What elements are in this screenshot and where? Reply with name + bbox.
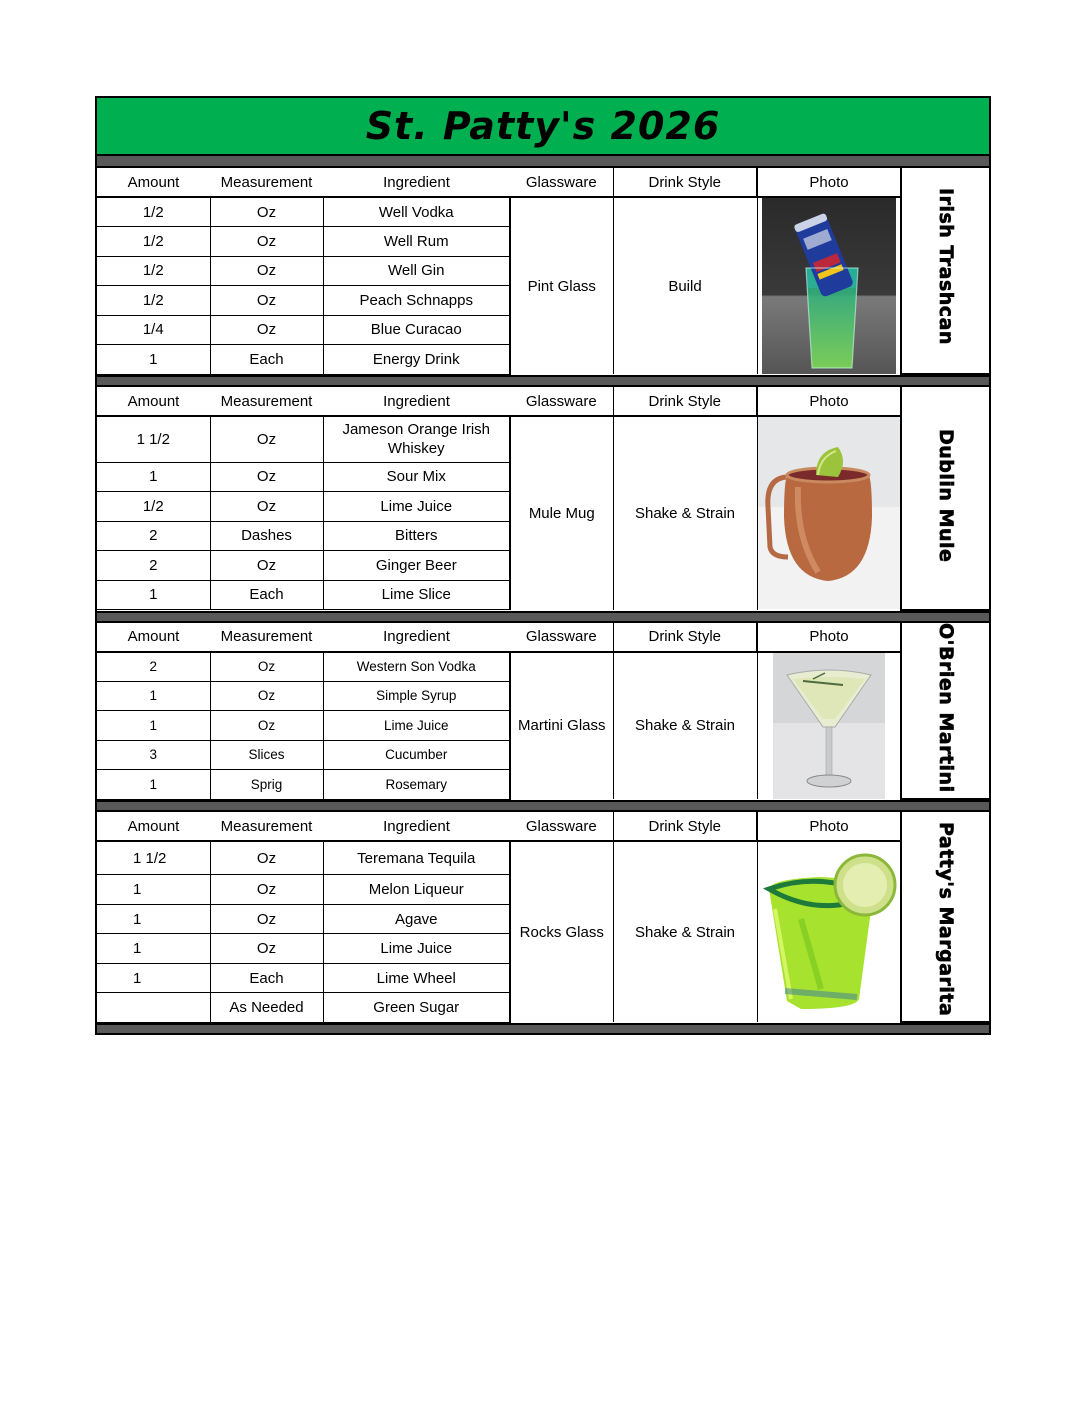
section-divider — [97, 156, 989, 168]
ingredient-cell: Lime Juice — [323, 711, 510, 741]
measurement-cell: Oz — [210, 551, 323, 581]
title-band — [97, 96, 989, 156]
recipe-table-irish-trashcan — [97, 168, 989, 375]
ingredient-header: Ingredient — [323, 168, 510, 197]
measurement-header: Measurement — [210, 623, 323, 652]
photo-cell — [757, 841, 901, 1022]
section-divider — [97, 1023, 989, 1035]
ingredient-cell: Well Vodka — [323, 197, 510, 227]
glassware-value: Martini Glass — [510, 652, 613, 800]
amount-cell: 1/2 — [97, 492, 210, 522]
drink-style-value: Shake & Strain — [613, 416, 757, 610]
measurement-cell: Slices — [210, 740, 323, 770]
column-header-row — [97, 168, 989, 197]
amount-header: Amount — [97, 623, 210, 652]
recipe-table-patty-s-margarita — [97, 812, 989, 1023]
ingredient-header: Ingredient — [323, 623, 510, 652]
measurement-cell: Oz — [210, 652, 323, 682]
drink-name-cell — [901, 812, 989, 1022]
photo-cell — [757, 652, 901, 800]
ingredient-cell: Jameson Orange Irish Whiskey — [323, 416, 510, 462]
drink-name: Irish Trashcan — [935, 188, 957, 345]
measurement-cell: Oz — [210, 492, 323, 522]
column-header-row — [97, 623, 989, 652]
ingredient-cell: Teremana Tequila — [323, 841, 510, 875]
measurement-header: Measurement — [210, 387, 323, 416]
ingredient-cell: Bitters — [323, 521, 510, 551]
green-margarita-rocks-glass-photo — [758, 849, 901, 1015]
drink-style-header: Drink Style — [613, 168, 757, 197]
section-divider — [97, 800, 989, 812]
measurement-header: Measurement — [210, 168, 323, 197]
ingredient-cell: Ginger Beer — [323, 551, 510, 581]
amount-cell: 1/2 — [97, 227, 210, 257]
ingredient-header: Ingredient — [323, 812, 510, 841]
photo-cell — [757, 197, 901, 374]
ingredient-cell: Blue Curacao — [323, 315, 510, 345]
amount-cell: 1/4 — [97, 315, 210, 345]
measurement-cell: Sprig — [210, 770, 323, 800]
recipe-sheet — [95, 96, 991, 1035]
ingredient-cell: Rosemary — [323, 770, 510, 800]
ingredient-cell: Well Rum — [323, 227, 510, 257]
measurement-cell: Each — [210, 580, 323, 610]
photo-cell — [757, 416, 901, 610]
recipe-table-dublin-mule — [97, 387, 989, 611]
measurement-cell: Oz — [210, 256, 323, 286]
ingredient-cell: Agave — [323, 904, 510, 934]
amount-cell: 1 — [97, 875, 210, 905]
ingredient-cell: Sour Mix — [323, 462, 510, 492]
measurement-cell: Oz — [210, 904, 323, 934]
amount-cell: 1/2 — [97, 256, 210, 286]
amount-cell: 1 — [97, 462, 210, 492]
ingredient-cell: Green Sugar — [323, 993, 510, 1023]
ingredient-cell: Lime Juice — [323, 492, 510, 522]
measurement-cell: Oz — [210, 227, 323, 257]
martini-glass-with-rosemary-photo — [758, 653, 901, 799]
ingredient-row — [97, 416, 989, 462]
ingredient-cell: Melon Liqueur — [323, 875, 510, 905]
ingredient-cell: Cucumber — [323, 740, 510, 770]
amount-cell: 1 — [97, 580, 210, 610]
glassware-header: Glassware — [510, 812, 613, 841]
amount-cell: 1 — [97, 770, 210, 800]
glassware-value: Pint Glass — [510, 197, 613, 374]
measurement-cell: Oz — [210, 462, 323, 492]
amount-cell: 1 — [97, 963, 210, 993]
drink-style-value: Build — [613, 197, 757, 374]
drink-style-value: Shake & Strain — [613, 841, 757, 1022]
measurement-cell: Each — [210, 963, 323, 993]
measurement-cell: Oz — [210, 875, 323, 905]
ingredient-cell: Lime Juice — [323, 934, 510, 964]
measurement-cell: As Needed — [210, 993, 323, 1023]
photo-header: Photo — [757, 812, 901, 841]
amount-cell — [97, 993, 210, 1023]
measurement-cell: Oz — [210, 197, 323, 227]
amount-cell: 2 — [97, 652, 210, 682]
amount-cell: 1/2 — [97, 197, 210, 227]
glassware-header: Glassware — [510, 623, 613, 652]
measurement-cell: Oz — [210, 416, 323, 462]
ingredient-cell: Peach Schnapps — [323, 286, 510, 316]
measurement-cell: Oz — [210, 286, 323, 316]
ingredient-cell: Western Son Vodka — [323, 652, 510, 682]
amount-cell: 3 — [97, 740, 210, 770]
measurement-cell: Each — [210, 345, 323, 375]
amount-cell: 1 — [97, 345, 210, 375]
amount-cell: 1 1/2 — [97, 841, 210, 875]
glassware-value: Rocks Glass — [510, 841, 613, 1022]
amount-cell: 2 — [97, 551, 210, 581]
ingredient-row — [97, 841, 989, 875]
ingredient-cell: Lime Wheel — [323, 963, 510, 993]
recipe-table-o-brien-martini — [97, 623, 989, 801]
ingredient-cell: Energy Drink — [323, 345, 510, 375]
ingredient-cell: Well Gin — [323, 256, 510, 286]
photo-header: Photo — [757, 387, 901, 416]
glassware-header: Glassware — [510, 387, 613, 416]
ingredient-cell: Simple Syrup — [323, 681, 510, 711]
page-title: St. Patty's 2026 — [365, 104, 721, 148]
amount-cell: 1 — [97, 904, 210, 934]
amount-cell: 1 — [97, 934, 210, 964]
measurement-cell: Oz — [210, 934, 323, 964]
drink-name: Dublin Mule — [935, 428, 957, 562]
section-divider — [97, 375, 989, 387]
pint-glass-with-energy-drink-can-photo — [758, 198, 901, 374]
amount-cell: 1/2 — [97, 286, 210, 316]
glassware-value: Mule Mug — [510, 416, 613, 610]
drink-style-header: Drink Style — [613, 812, 757, 841]
ingredient-cell: Lime Slice — [323, 580, 510, 610]
photo-header: Photo — [757, 168, 901, 197]
measurement-cell: Oz — [210, 681, 323, 711]
drink-style-value: Shake & Strain — [613, 652, 757, 800]
column-header-row — [97, 812, 989, 841]
ingredient-row — [97, 652, 989, 682]
amount-header: Amount — [97, 387, 210, 416]
measurement-cell: Dashes — [210, 521, 323, 551]
measurement-cell: Oz — [210, 841, 323, 875]
amount-header: Amount — [97, 812, 210, 841]
amount-cell: 1 — [97, 681, 210, 711]
ingredient-header: Ingredient — [323, 387, 510, 416]
copper-mule-mug-with-lime-photo — [758, 417, 901, 609]
measurement-cell: Oz — [210, 711, 323, 741]
amount-header: Amount — [97, 168, 210, 197]
section-divider — [97, 611, 989, 623]
photo-header: Photo — [757, 623, 901, 652]
drink-name: O'Brien Martini — [935, 622, 957, 793]
drink-name-cell — [901, 623, 989, 800]
amount-cell: 2 — [97, 521, 210, 551]
drink-style-header: Drink Style — [613, 623, 757, 652]
drink-name-cell — [901, 387, 989, 610]
amount-cell: 1 1/2 — [97, 416, 210, 462]
measurement-cell: Oz — [210, 315, 323, 345]
glassware-header: Glassware — [510, 168, 613, 197]
column-header-row — [97, 387, 989, 416]
recipe-sections — [97, 168, 989, 1035]
drink-name: Patty's Margarita — [935, 822, 957, 1017]
amount-cell: 1 — [97, 711, 210, 741]
measurement-header: Measurement — [210, 812, 323, 841]
ingredient-row — [97, 197, 989, 227]
drink-name-cell — [901, 168, 989, 374]
drink-style-header: Drink Style — [613, 387, 757, 416]
